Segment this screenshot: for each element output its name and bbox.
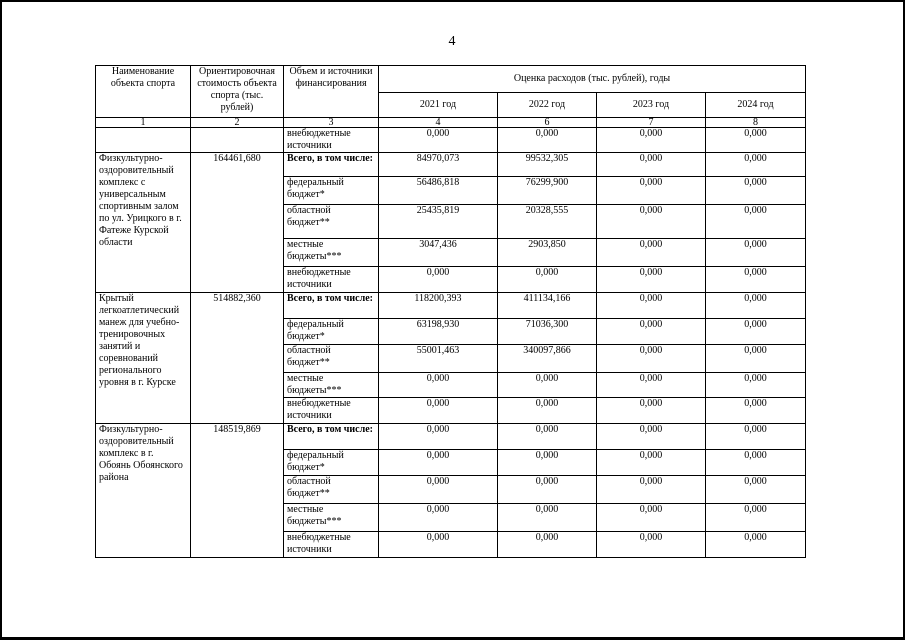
funding-source: областной бюджет** bbox=[284, 205, 379, 239]
value-2022: 0,000 bbox=[498, 476, 597, 504]
header-source: Объем и источники финансирования bbox=[284, 66, 379, 118]
funding-source: внебюджетные источники bbox=[284, 532, 379, 558]
value-2021: 0,000 bbox=[379, 267, 498, 293]
column-number: 6 bbox=[498, 118, 597, 128]
value-2021: 63198,930 bbox=[379, 319, 498, 345]
value-2022: 411134,166 bbox=[498, 293, 597, 319]
value-2021: 56486,818 bbox=[379, 177, 498, 205]
value-2022: 0,000 bbox=[498, 267, 597, 293]
funding-source: местные бюджеты*** bbox=[284, 504, 379, 532]
value-2021: 3047,436 bbox=[379, 239, 498, 267]
value-2023: 0,000 bbox=[597, 504, 706, 532]
sport-object-cost: 148519,869 bbox=[191, 424, 284, 558]
header-year-2022: 2022 год bbox=[498, 93, 597, 118]
value-2024: 0,000 bbox=[706, 450, 806, 476]
funding-source: местные бюджеты*** bbox=[284, 239, 379, 267]
value-2021: 0,000 bbox=[379, 476, 498, 504]
value-2022: 76299,900 bbox=[498, 177, 597, 205]
empty-cell bbox=[96, 128, 191, 153]
empty-cell bbox=[191, 128, 284, 153]
sport-object-name: Физкультурно-оздоровительный комплекс с универсальным спортивным залом по ул. Урицкого в г. Фатеже Курской области bbox=[96, 153, 191, 293]
header-year-2024: 2024 год bbox=[706, 93, 806, 118]
scan-border-left bbox=[0, 0, 2, 640]
value-2021: 0,000 bbox=[379, 424, 498, 450]
value-2021: 55001,463 bbox=[379, 345, 498, 373]
value-2024: 0,000 bbox=[706, 267, 806, 293]
funding-row bbox=[96, 293, 806, 319]
funding-row bbox=[96, 424, 806, 450]
funding-source: внебюджетные источники bbox=[284, 128, 379, 153]
sport-object-cost: 164461,680 bbox=[191, 153, 284, 293]
funding-source: федеральный бюджет* bbox=[284, 177, 379, 205]
value-2021: 0,000 bbox=[379, 450, 498, 476]
column-number: 2 bbox=[191, 118, 284, 128]
sport-object-name: Крытый легкоатлетический манеж для учебно-тренировочных занятий и соревнований регионального уровня в г. Курске bbox=[96, 293, 191, 424]
column-number: 8 bbox=[706, 118, 806, 128]
value-2021: 118200,393 bbox=[379, 293, 498, 319]
value-2022: 2903,850 bbox=[498, 239, 597, 267]
value-2023: 0,000 bbox=[597, 267, 706, 293]
funding-source: местные бюджеты*** bbox=[284, 373, 379, 398]
value-2024: 0,000 bbox=[706, 345, 806, 373]
value-2022: 0,000 bbox=[498, 532, 597, 558]
value-2024: 0,000 bbox=[706, 476, 806, 504]
value-2021: 84970,073 bbox=[379, 153, 498, 177]
value-2022: 20328,555 bbox=[498, 205, 597, 239]
value-2023: 0,000 bbox=[597, 205, 706, 239]
header-year-2023: 2023 год bbox=[597, 93, 706, 118]
value-2024: 0,000 bbox=[706, 504, 806, 532]
value-2021: 0,000 bbox=[379, 532, 498, 558]
value-2024: 0,000 bbox=[706, 424, 806, 450]
value-2024: 0,000 bbox=[706, 239, 806, 267]
value-2023: 0,000 bbox=[597, 177, 706, 205]
sport-object-cost: 514882,360 bbox=[191, 293, 284, 424]
header-name: Наименование объекта спорта bbox=[96, 66, 191, 118]
header-cost: Ориентировочная стоимость объекта спорта (тыс. рублей) bbox=[191, 66, 284, 118]
value-2023: 0,000 bbox=[597, 398, 706, 424]
value-2021: 25435,819 bbox=[379, 205, 498, 239]
value-2024: 0,000 bbox=[706, 205, 806, 239]
column-number: 4 bbox=[379, 118, 498, 128]
funding-total-label: Всего, в том числе: bbox=[284, 153, 379, 177]
value-2022: 71036,300 bbox=[498, 319, 597, 345]
value-2024: 0,000 bbox=[706, 398, 806, 424]
value-2024: 0,000 bbox=[706, 128, 806, 153]
funding-source: внебюджетные источники bbox=[284, 267, 379, 293]
funding-source: областной бюджет** bbox=[284, 345, 379, 373]
funding-source: областной бюджет** bbox=[284, 476, 379, 504]
value-2024: 0,000 bbox=[706, 319, 806, 345]
header-estimate: Оценка расходов (тыс. рублей), годы bbox=[379, 66, 806, 93]
value-2022: 0,000 bbox=[498, 450, 597, 476]
column-number: 7 bbox=[597, 118, 706, 128]
value-2023: 0,000 bbox=[597, 128, 706, 153]
sport-object-name: Физкультурно-оздоровительный комплекс в г. Обоянь Обоянского района bbox=[96, 424, 191, 558]
value-2021: 0,000 bbox=[379, 128, 498, 153]
funding-total-label: Всего, в том числе: bbox=[284, 293, 379, 319]
funding-source: внебюджетные источники bbox=[284, 398, 379, 424]
funding-total-label: Всего, в том числе: bbox=[284, 424, 379, 450]
value-2024: 0,000 bbox=[706, 177, 806, 205]
value-2022: 0,000 bbox=[498, 398, 597, 424]
value-2021: 0,000 bbox=[379, 373, 498, 398]
value-2022: 0,000 bbox=[498, 424, 597, 450]
value-2023: 0,000 bbox=[597, 345, 706, 373]
value-2023: 0,000 bbox=[597, 293, 706, 319]
value-2022: 340097,866 bbox=[498, 345, 597, 373]
value-2024: 0,000 bbox=[706, 373, 806, 398]
value-2021: 0,000 bbox=[379, 398, 498, 424]
scan-border-top bbox=[0, 0, 905, 2]
value-2023: 0,000 bbox=[597, 450, 706, 476]
value-2024: 0,000 bbox=[706, 293, 806, 319]
value-2024: 0,000 bbox=[706, 153, 806, 177]
page-number: 4 bbox=[448, 34, 456, 49]
value-2021: 0,000 bbox=[379, 504, 498, 532]
funding-source: федеральный бюджет* bbox=[284, 450, 379, 476]
column-number: 1 bbox=[96, 118, 191, 128]
value-2023: 0,000 bbox=[597, 239, 706, 267]
funding-row bbox=[96, 153, 806, 177]
column-number: 3 bbox=[284, 118, 379, 128]
column-number-row bbox=[96, 118, 806, 128]
value-2023: 0,000 bbox=[597, 373, 706, 398]
value-2023: 0,000 bbox=[597, 424, 706, 450]
header-year-2021: 2021 год bbox=[379, 93, 498, 118]
value-2023: 0,000 bbox=[597, 153, 706, 177]
value-2024: 0,000 bbox=[706, 532, 806, 558]
value-2023: 0,000 bbox=[597, 319, 706, 345]
value-2023: 0,000 bbox=[597, 476, 706, 504]
budget-table bbox=[95, 65, 806, 558]
value-2023: 0,000 bbox=[597, 532, 706, 558]
continuation-row bbox=[96, 128, 806, 153]
value-2022: 0,000 bbox=[498, 504, 597, 532]
value-2022: 99532,305 bbox=[498, 153, 597, 177]
value-2022: 0,000 bbox=[498, 128, 597, 153]
value-2022: 0,000 bbox=[498, 373, 597, 398]
funding-source: федеральный бюджет* bbox=[284, 319, 379, 345]
